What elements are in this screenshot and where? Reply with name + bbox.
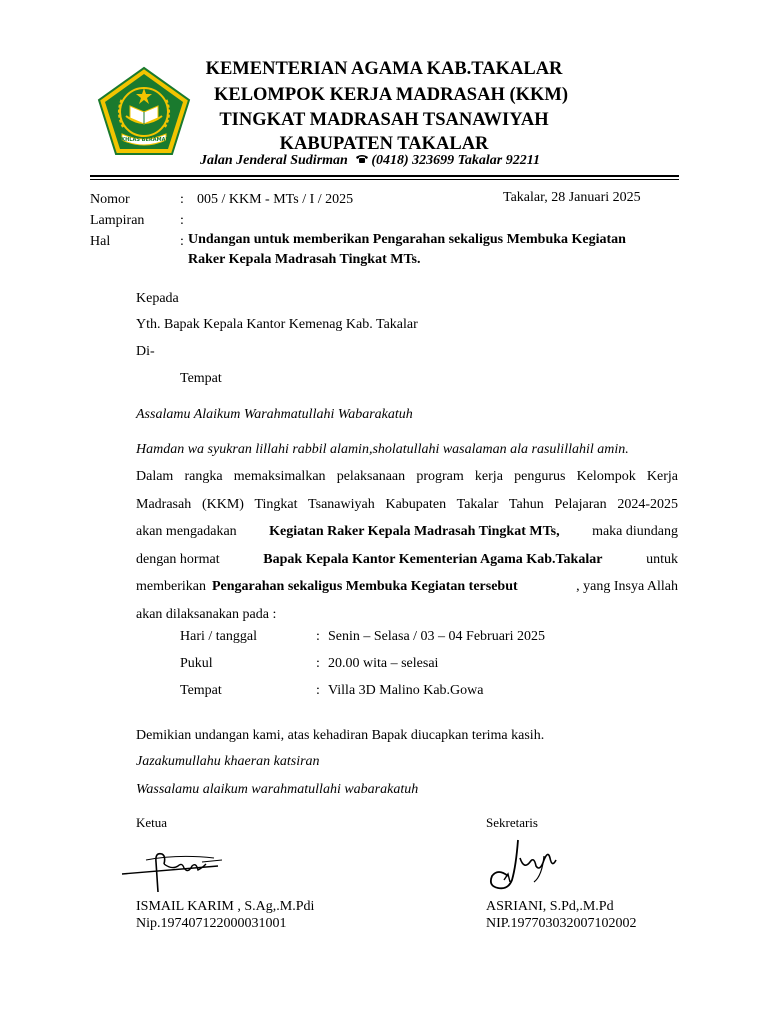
signature-left-name: ISMAIL KARIM , S.Ag,.M.Pdi [136, 899, 315, 914]
lampiran-colon: : [180, 213, 184, 228]
body-line-1-text: Dalam rangka memaksimalkan pelaksanaan program kerja pengurus Kelompok Kerja [136, 469, 678, 484]
nomor-label: Nomor [90, 192, 130, 207]
body-line-5-a: memberikan [136, 579, 206, 594]
recipient-tempat: Tempat [180, 371, 222, 386]
detail-colon: : [316, 656, 320, 671]
address-phone: (0418) 323699 Takalar 92211 [371, 153, 540, 168]
header-rule-thin [90, 179, 679, 180]
signature-left-image [118, 840, 224, 896]
hamdan-line: Hamdan wa syukran lillahi rabbil alamin,sholatullahi wasalaman ala rasulillahil amin. [136, 442, 629, 457]
body-line-6 [136, 605, 678, 633]
body-line-5 [136, 577, 678, 605]
header-line-1: KEMENTERIAN AGAMA KAB.TAKALAR [205, 59, 563, 79]
lampiran-label: Lampiran [90, 213, 145, 228]
body-line-1 [136, 467, 678, 495]
body-line-6-text: akan dilaksanakan pada : [136, 606, 277, 622]
logo-ribbon-text: IKHLAS BERAMAL [119, 137, 169, 143]
detail-colon: : [316, 629, 320, 644]
body-line-4 [136, 550, 678, 578]
hal-label: Hal [90, 234, 111, 249]
detail-key: Pukul [180, 656, 213, 671]
closing-wassalam: Wassalamu alaikum warahmatullahi wabarakatuh [136, 782, 419, 797]
body-line-5-c: , yang Insya Allah [576, 579, 678, 594]
recipient-di: Di- [136, 344, 155, 359]
greeting: Assalamu Alaikum Warahmatullahi Wabarakatuh [136, 407, 413, 422]
signature-left-nip: Nip.197407122000031001 [136, 916, 287, 931]
address-street: Jalan Jenderal Sudirman [200, 153, 348, 168]
header-line-3: TINGKAT MADRASAH TSANAWIYAH [219, 110, 549, 130]
nomor-colon: : [180, 192, 184, 207]
body-line-2-text: Madrasah (KKM) Tingkat Tsanawiyah Kabupaten Takalar Tahun Pelajaran 2024-2025 [136, 496, 678, 512]
body-paragraph [136, 467, 678, 632]
header-line-2: KELOMPOK KERJA MADRASAH (KKM) [213, 85, 569, 105]
body-line-2 [136, 495, 678, 523]
telephone-icon [355, 154, 369, 163]
signature-right-image [484, 836, 564, 894]
letterhead [190, 56, 578, 156]
body-line-3-c: maka diundang [592, 524, 678, 539]
nomor-value: 005 / KKM - MTs / I / 2025 [197, 192, 354, 207]
letter-date: Takalar, 28 Januari 2025 [503, 190, 641, 205]
closing-jazakum: Jazakumullahu khaeran katsiran [136, 754, 320, 769]
body-line-4-c: untuk [646, 551, 678, 567]
signature-right-name: ASRIANI, S.Pd,.M.Pd [486, 899, 614, 914]
closing-demikian: Demikian undangan kami, atas kehadiran Bapak diucapkan terima kasih. [136, 728, 545, 743]
detail-value: 20.00 wita – selesai [328, 656, 439, 671]
body-line-5-bold: Pengarahan sekaligus Membuka Kegiatan tersebut [211, 579, 518, 594]
body-line-4-bold: Bapak Kepala Kantor Kementerian Agama Kab.Takalar [263, 551, 603, 567]
body-line-3 [136, 522, 678, 550]
detail-key: Hari / tanggal [180, 629, 257, 644]
body-line-3-a: akan mengadakan [136, 524, 237, 539]
detail-key: Tempat [180, 683, 222, 698]
header-line-4: KABUPATEN TAKALAR [279, 134, 489, 154]
signature-right-title: Sekretaris [486, 815, 538, 830]
header-rule-thick [90, 175, 679, 177]
signature-right-nip: NIP.197703032007102002 [486, 916, 637, 931]
kemenag-logo [96, 66, 192, 158]
hal-subject-line-2: Raker Kepala Madrasah Tingkat MTs. [188, 252, 421, 267]
recipient-yth: Yth. Bapak Kepala Kantor Kemenag Kab. Takalar [136, 317, 418, 332]
signature-left-title: Ketua [136, 815, 168, 830]
letterhead-address [200, 153, 580, 169]
detail-value: Villa 3D Malino Kab.Gowa [328, 683, 484, 698]
detail-colon: : [316, 683, 320, 698]
body-line-3-bold: Kegiatan Raker Kepala Madrasah Tingkat MTs, [269, 524, 560, 539]
body-line-4-a: dengan hormat [136, 551, 220, 567]
recipient-kepada: Kepada [136, 291, 179, 306]
detail-value: Senin – Selasa / 03 – 04 Februari 2025 [328, 629, 545, 644]
hal-subject-line-1: Undangan untuk memberikan Pengarahan sekaligus Membuka Kegiatan [188, 232, 626, 247]
hal-colon: : [180, 234, 184, 249]
